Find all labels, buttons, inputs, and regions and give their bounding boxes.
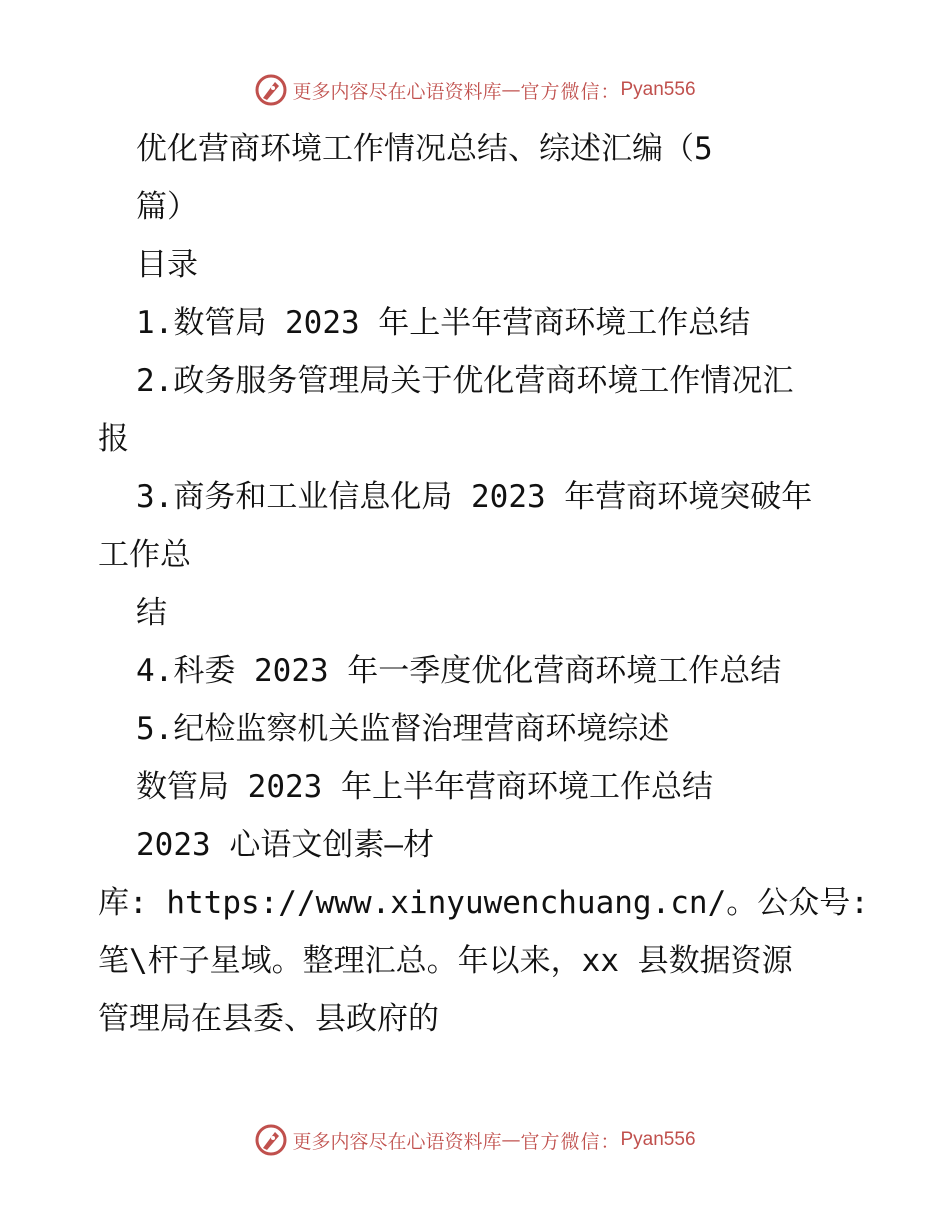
banner-official-label: 官方微信：	[520, 1130, 621, 1153]
toc-item-2-continuation: 报	[98, 421, 129, 457]
document-title-line-1: 优化营商环境工作情况总结、综述汇编（5	[136, 131, 713, 167]
body-line-1: 2023 心语文创素—材	[136, 827, 434, 863]
banner-wechat-id: Pyan556	[620, 1129, 696, 1150]
body-line-3: 笔\杆子星域。整理汇总。年以来，xx 县数据资源	[98, 943, 793, 979]
banner-separator: —	[501, 1129, 521, 1151]
banner-official-label: 官方微信：	[520, 80, 621, 103]
toc-item-5: 5.纪检监察机关监督治理营商环境综述	[136, 711, 670, 747]
toc-item-3: 3.商务和工业信息化局 2023 年营商环境突破年	[136, 479, 813, 515]
document-title-line-2: 篇）	[136, 189, 198, 225]
header-watermark-banner	[0, 70, 950, 110]
banner-slogan: 更多内容尽在心语资料库	[292, 80, 502, 103]
toc-heading: 目录	[136, 247, 198, 283]
toc-item-3-continuation: 工作总	[98, 537, 191, 573]
body-line-2: 库: https://www.xinyuwenchuang.cn/。公众号:	[98, 885, 869, 921]
banner-slogan: 更多内容尽在心语资料库	[292, 1130, 502, 1153]
toc-item-1: 1.数管局 2023 年上半年营商环境工作总结	[136, 305, 751, 341]
pen-nib-logo-icon	[254, 73, 288, 107]
banner-separator: —	[501, 79, 521, 101]
banner-wechat-id: Pyan556	[620, 79, 696, 100]
section-title: 数管局 2023 年上半年营商环境工作总结	[136, 769, 713, 805]
footer-watermark-banner	[0, 1120, 950, 1160]
toc-item-2: 2.政务服务管理局关于优化营商环境工作情况汇	[136, 363, 794, 399]
body-line-4: 管理局在县委、县政府的	[98, 1001, 439, 1037]
toc-item-3-continuation-2: 结	[136, 595, 167, 631]
document-body	[98, 120, 869, 1048]
toc-item-4: 4.科委 2023 年一季度优化营商环境工作总结	[136, 653, 782, 689]
pen-nib-logo-icon	[254, 1123, 288, 1157]
